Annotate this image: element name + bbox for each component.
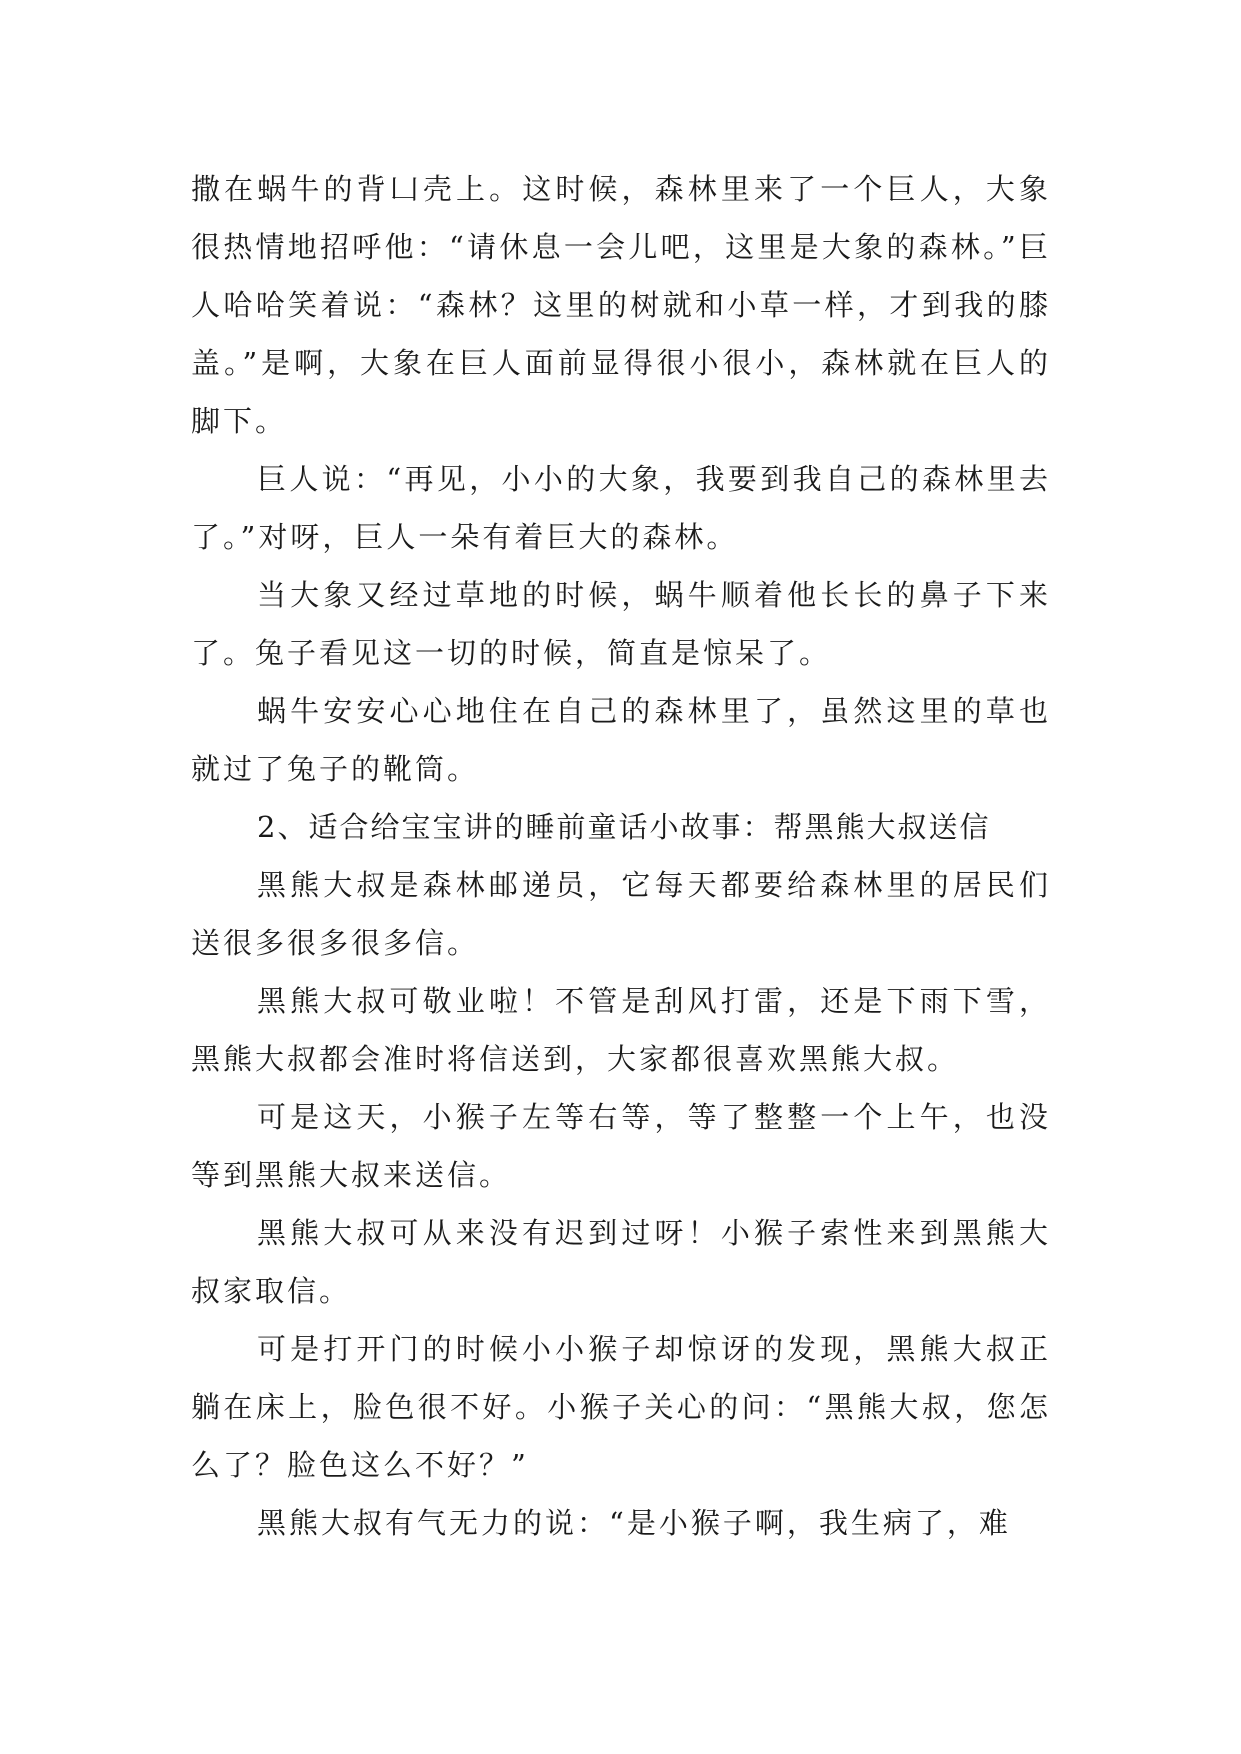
paragraph-6: 黑熊大叔是森林邮递员，它每天都要给森林里的居民们送很多很多很多信。 [191, 868, 1051, 960]
document-body [191, 160, 1051, 1552]
paragraph-11: 黑熊大叔有气无力的说：“是小猴子啊，我生病了，难 [257, 1506, 1011, 1540]
paragraph-1: 撒在蜗牛的背凵壳上。这时候，森林里来了一个巨人，大象很热情地招呼他：“请休息一会儿吧，这里是大象的森林。”巨人哈哈笑着说：“森林？这里的树就和小草一样，才到我的膝盖。”是啊，大象在巨人面前显得很小很小，森林就在巨人的脚下。 [191, 172, 1051, 438]
paragraph-7: 黑熊大叔可敬业啦！不管是刮风打雷，还是下雨下雪，黑熊大叔都会准时将信送到，大家都很喜欢黑熊大叔。 [191, 984, 1051, 1076]
story-heading: 2、适合给宝宝讲的睡前童话小故事：帮黑熊大叔送信 [257, 810, 991, 844]
paragraph-4: 蜗牛安安心心地住在自己的森林里了，虽然这里的草也就过了兔子的靴筒。 [191, 694, 1051, 786]
paragraph-8: 可是这天，小猴子左等右等，等了整整一个上午，也没等到黑熊大叔来送信。 [191, 1100, 1051, 1192]
paragraph-9: 黑熊大叔可从来没有迟到过呀！小猴子索性来到黑熊大叔家取信。 [191, 1216, 1051, 1308]
paragraph-2: 巨人说：“再见，小小的大象，我要到我自己的森林里去了。”对呀，巨人一朵有着巨大的森林。 [191, 462, 1051, 554]
paragraph-3: 当大象又经过草地的时候，蜗牛顺着他长长的鼻子下来了。兔子看见这一切的时候，简直是惊呆了。 [191, 578, 1051, 670]
paragraph-10: 可是打开门的时候小小猴子却惊讶的发现，黑熊大叔正躺在床上，脸色很不好。小猴子关心的问：“黑熊大叔，您怎么了？脸色这么不好？” [191, 1332, 1051, 1482]
